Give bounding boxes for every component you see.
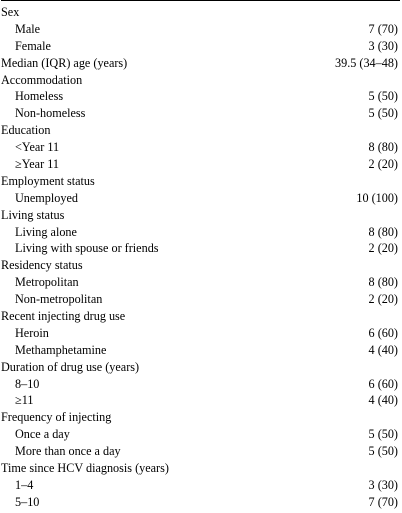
row-value: 2 (20): [368, 241, 398, 256]
row-value: 4 (40): [368, 393, 398, 408]
row-label: 1–4: [15, 477, 34, 492]
row-value: 8 (80): [368, 140, 398, 155]
row-label: <Year 11: [15, 140, 60, 155]
table-row-item: [1, 38, 400, 55]
row-label: 5–10: [15, 494, 40, 509]
row-label: Median (IQR) age (years): [1, 55, 128, 70]
table-row-header: [1, 359, 400, 376]
table-row-item: [1, 443, 400, 460]
row-label: Metropolitan: [15, 275, 79, 290]
row-value: 8 (80): [368, 224, 398, 239]
table-row-item: [1, 477, 400, 494]
table-row-item: [1, 105, 400, 122]
row-label: Male: [15, 21, 41, 36]
row-label: Female: [15, 38, 51, 53]
row-value: 8 (80): [368, 275, 398, 290]
row-value: 2 (20): [368, 292, 398, 307]
row-label: Residency status: [1, 258, 83, 273]
row-label: Living alone: [15, 224, 77, 239]
row-value: 4 (40): [368, 342, 398, 357]
table-row-item: [1, 274, 400, 291]
row-value: 6 (60): [368, 325, 398, 340]
row-label: More than once a day: [15, 444, 121, 459]
row-label: 8–10: [15, 376, 40, 391]
row-label: Non-metropolitan: [15, 292, 103, 307]
row-value: 5 (50): [368, 444, 398, 459]
row-value: 2 (20): [368, 157, 398, 172]
table-row-header: [1, 409, 400, 426]
table-row-item: [1, 190, 400, 207]
table-row-item: [1, 139, 400, 156]
table-row-header: [1, 55, 400, 72]
table-row-item: [1, 426, 400, 443]
row-value: 39.5 (34–48): [335, 55, 398, 70]
table-row-header: [1, 72, 400, 89]
row-value: 6 (60): [368, 376, 398, 391]
row-label: Employment status: [1, 173, 95, 188]
row-label: Recent injecting drug use: [1, 309, 126, 324]
row-label: ≥Year 11: [15, 157, 59, 172]
row-label: Accommodation: [1, 72, 83, 87]
table-row-item: [1, 376, 400, 393]
table-row-item: [1, 240, 400, 257]
row-label: Sex: [1, 5, 20, 19]
row-value: 5 (50): [368, 106, 398, 121]
row-value: 7 (70): [368, 494, 398, 509]
table-row-item: [1, 224, 400, 241]
row-label: Duration of drug use (years): [1, 359, 140, 374]
table-row-header: [1, 4, 400, 21]
table-row-item: [1, 156, 400, 173]
row-label: Living status: [1, 207, 65, 222]
row-value: 3 (30): [368, 477, 398, 492]
table-row-header: [1, 308, 400, 325]
table-row-item: [1, 325, 400, 342]
row-label: Unemployed: [15, 190, 78, 205]
table-row-item: [1, 21, 400, 38]
row-label: Homeless: [15, 89, 64, 104]
table-row-header: [1, 460, 400, 477]
row-label: Living with spouse or friends: [15, 241, 159, 256]
row-label: ≥11: [15, 393, 34, 408]
row-label: Methamphetamine: [15, 342, 107, 357]
row-label: Education: [1, 123, 51, 138]
row-label: Heroin: [15, 325, 49, 340]
table-row-item: [1, 88, 400, 105]
row-value: 5 (50): [368, 427, 398, 442]
table-row-item: [1, 494, 400, 511]
table-row-header: [1, 207, 400, 224]
row-value: 5 (50): [368, 89, 398, 104]
row-value: 3 (30): [368, 38, 398, 53]
table-row-item: [1, 392, 400, 409]
table-row-header: [1, 122, 400, 139]
row-label: Non-homeless: [15, 106, 86, 121]
table-row-item: [1, 342, 400, 359]
table-row-header: [1, 173, 400, 190]
table-row-item: [1, 291, 400, 308]
table-row-header: [1, 257, 400, 274]
row-label: Time since HCV diagnosis (years): [1, 461, 169, 476]
table-body: [1, 1, 400, 511]
row-value: 7 (70): [368, 21, 398, 36]
characteristics-table: [1, 0, 400, 511]
row-value: 10 (100): [356, 190, 398, 205]
row-label: Once a day: [15, 427, 70, 442]
row-label: Frequency of injecting: [1, 410, 112, 425]
